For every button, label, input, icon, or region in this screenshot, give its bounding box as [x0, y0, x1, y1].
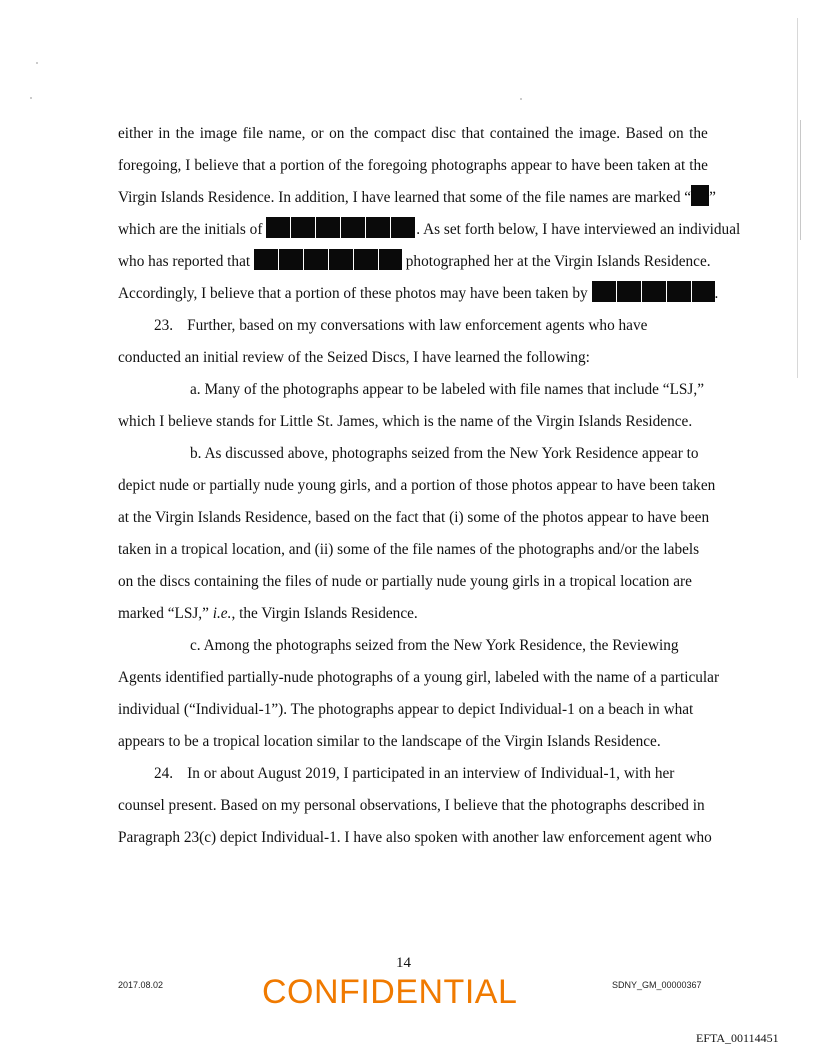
text-line: [118, 246, 711, 278]
word: of: [328, 157, 342, 174]
text-line: [118, 182, 716, 214]
redaction-box: [266, 217, 416, 238]
word: the: [349, 125, 369, 142]
word: foregoing: [367, 157, 428, 174]
word: that: [242, 157, 266, 174]
text-segment: who has reported that: [118, 253, 251, 270]
word: I: [185, 157, 191, 174]
text-line: counsel present. Based on my personal observations, I believe that the photographs described in: [118, 797, 705, 814]
text-line: conducted an initial review of the Seized Discs, I have learned the following:: [118, 349, 590, 366]
word: the: [554, 125, 574, 142]
sub-item-c: [118, 630, 708, 662]
word: contained: [489, 125, 550, 142]
italic-abbreviation: i.e.: [212, 605, 232, 622]
sub-item-a: [118, 374, 708, 406]
text-line: at the Virgin Islands Residence, based on the fact that (i) some of the photos appear to have been: [118, 509, 710, 526]
text-line: on the discs containing the files of nude or partially nude young girls in a tropical location are: [118, 573, 692, 590]
word: portion: [280, 157, 325, 174]
word: Based: [625, 125, 663, 142]
text-line: [118, 118, 708, 150]
text-line: [118, 150, 708, 182]
word: a: [269, 157, 277, 174]
word: image.: [578, 125, 621, 142]
text-segment: c. Among the photographs seized from the New York Residence, the Reviewing: [190, 637, 679, 654]
word: or: [310, 125, 324, 142]
document-body: [118, 118, 741, 854]
text-line: Paragraph 23(c) depict Individual-1. I have also spoken with another law enforcement agent who: [118, 829, 712, 846]
scan-speck: [30, 97, 32, 99]
text-segment: b. As discussed above, photographs seized from the New York Residence appear to: [190, 445, 699, 462]
word: either: [118, 125, 153, 142]
sub-item-b: [118, 438, 708, 470]
page-number: 14: [396, 955, 411, 971]
text-line: appears to be a tropical location similar to the landscape of the Virgin Islands Residence.: [118, 733, 661, 750]
text-line: [118, 214, 741, 246]
word: been: [604, 157, 634, 174]
word: appear: [510, 157, 552, 174]
word: that: [461, 125, 485, 142]
word: the: [689, 157, 708, 174]
scan-edge-line: [800, 120, 801, 240]
text-segment: . As set forth below, I have interviewed an individual: [416, 221, 741, 238]
word: taken: [637, 157, 671, 174]
text-line: which I believe stands for Little St. James, which is the name of the Virgin Islands Residence.: [118, 413, 693, 430]
word: foregoing,: [118, 157, 182, 174]
text-segment: marked “LSJ,”: [118, 605, 213, 622]
text-line: [118, 598, 708, 630]
redaction-box: [254, 249, 402, 270]
word: the: [175, 125, 195, 142]
paragraph-number: 23.: [154, 317, 174, 334]
text-segment: In or about August 2019, I participated in an interview of Individual-1, with her: [187, 765, 675, 782]
text-segment: Further, based on my conversations with law enforcement agents who have: [187, 317, 648, 334]
scan-speck: [36, 62, 38, 64]
paragraph-24: [118, 758, 708, 790]
word: disc: [431, 125, 456, 142]
word: on: [329, 125, 345, 142]
text-line: individual (“Individual-1”). The photographs appear to depict Individual-1 on a beach in what: [118, 701, 694, 718]
word: have: [571, 157, 601, 174]
word: at: [674, 157, 686, 174]
text-line: Agents identified partially-nude photographs of a young girl, labeled with the name of a particular: [118, 669, 720, 686]
paragraph-number: 24.: [154, 765, 174, 782]
text-segment: Virgin Islands Residence. In addition, I have learned that some of the file names are marked “: [118, 189, 692, 206]
scan-speck: [520, 98, 522, 100]
word: photographs: [431, 157, 507, 174]
word: image: [199, 125, 238, 142]
text-segment: Accordingly, I believe that a portion of these photos may have been taken by: [118, 285, 588, 302]
text-segment: photographed her at the Virgin Islands Residence.: [405, 253, 711, 270]
word: compact: [374, 125, 426, 142]
paragraph-23: [118, 310, 708, 342]
word: in: [158, 125, 171, 142]
scan-edge-line: [797, 18, 798, 378]
text-line: taken in a tropical location, and (ii) some of the file names of the photographs and/or the labels: [118, 541, 700, 558]
text-line: [118, 278, 719, 310]
text-segment: ”: [709, 189, 716, 206]
text-segment: , the Virgin Islands Residence.: [231, 605, 418, 622]
word: name,: [268, 125, 306, 142]
redaction-box: [592, 281, 715, 302]
word: the: [689, 125, 708, 142]
word: believe: [194, 157, 239, 174]
efta-number: EFTA_00114451: [696, 1031, 779, 1045]
text-segment: .: [714, 285, 719, 302]
text-segment: which are the initials of: [118, 221, 263, 238]
word: to: [555, 157, 568, 174]
word: the: [345, 157, 364, 174]
document-date: 2017.08.02: [118, 980, 164, 990]
word: file: [242, 125, 264, 142]
redaction-box: [691, 185, 709, 206]
confidential-stamp: CONFIDENTIAL: [262, 973, 518, 1011]
text-line: depict nude or partially nude young girls, and a portion of those photos appear to have been taken: [118, 477, 716, 494]
bates-number: SDNY_GM_00000367: [612, 980, 702, 990]
text-segment: a. Many of the photographs appear to be labeled with file names that include “LSJ,”: [190, 381, 704, 398]
word: on: [668, 125, 684, 142]
